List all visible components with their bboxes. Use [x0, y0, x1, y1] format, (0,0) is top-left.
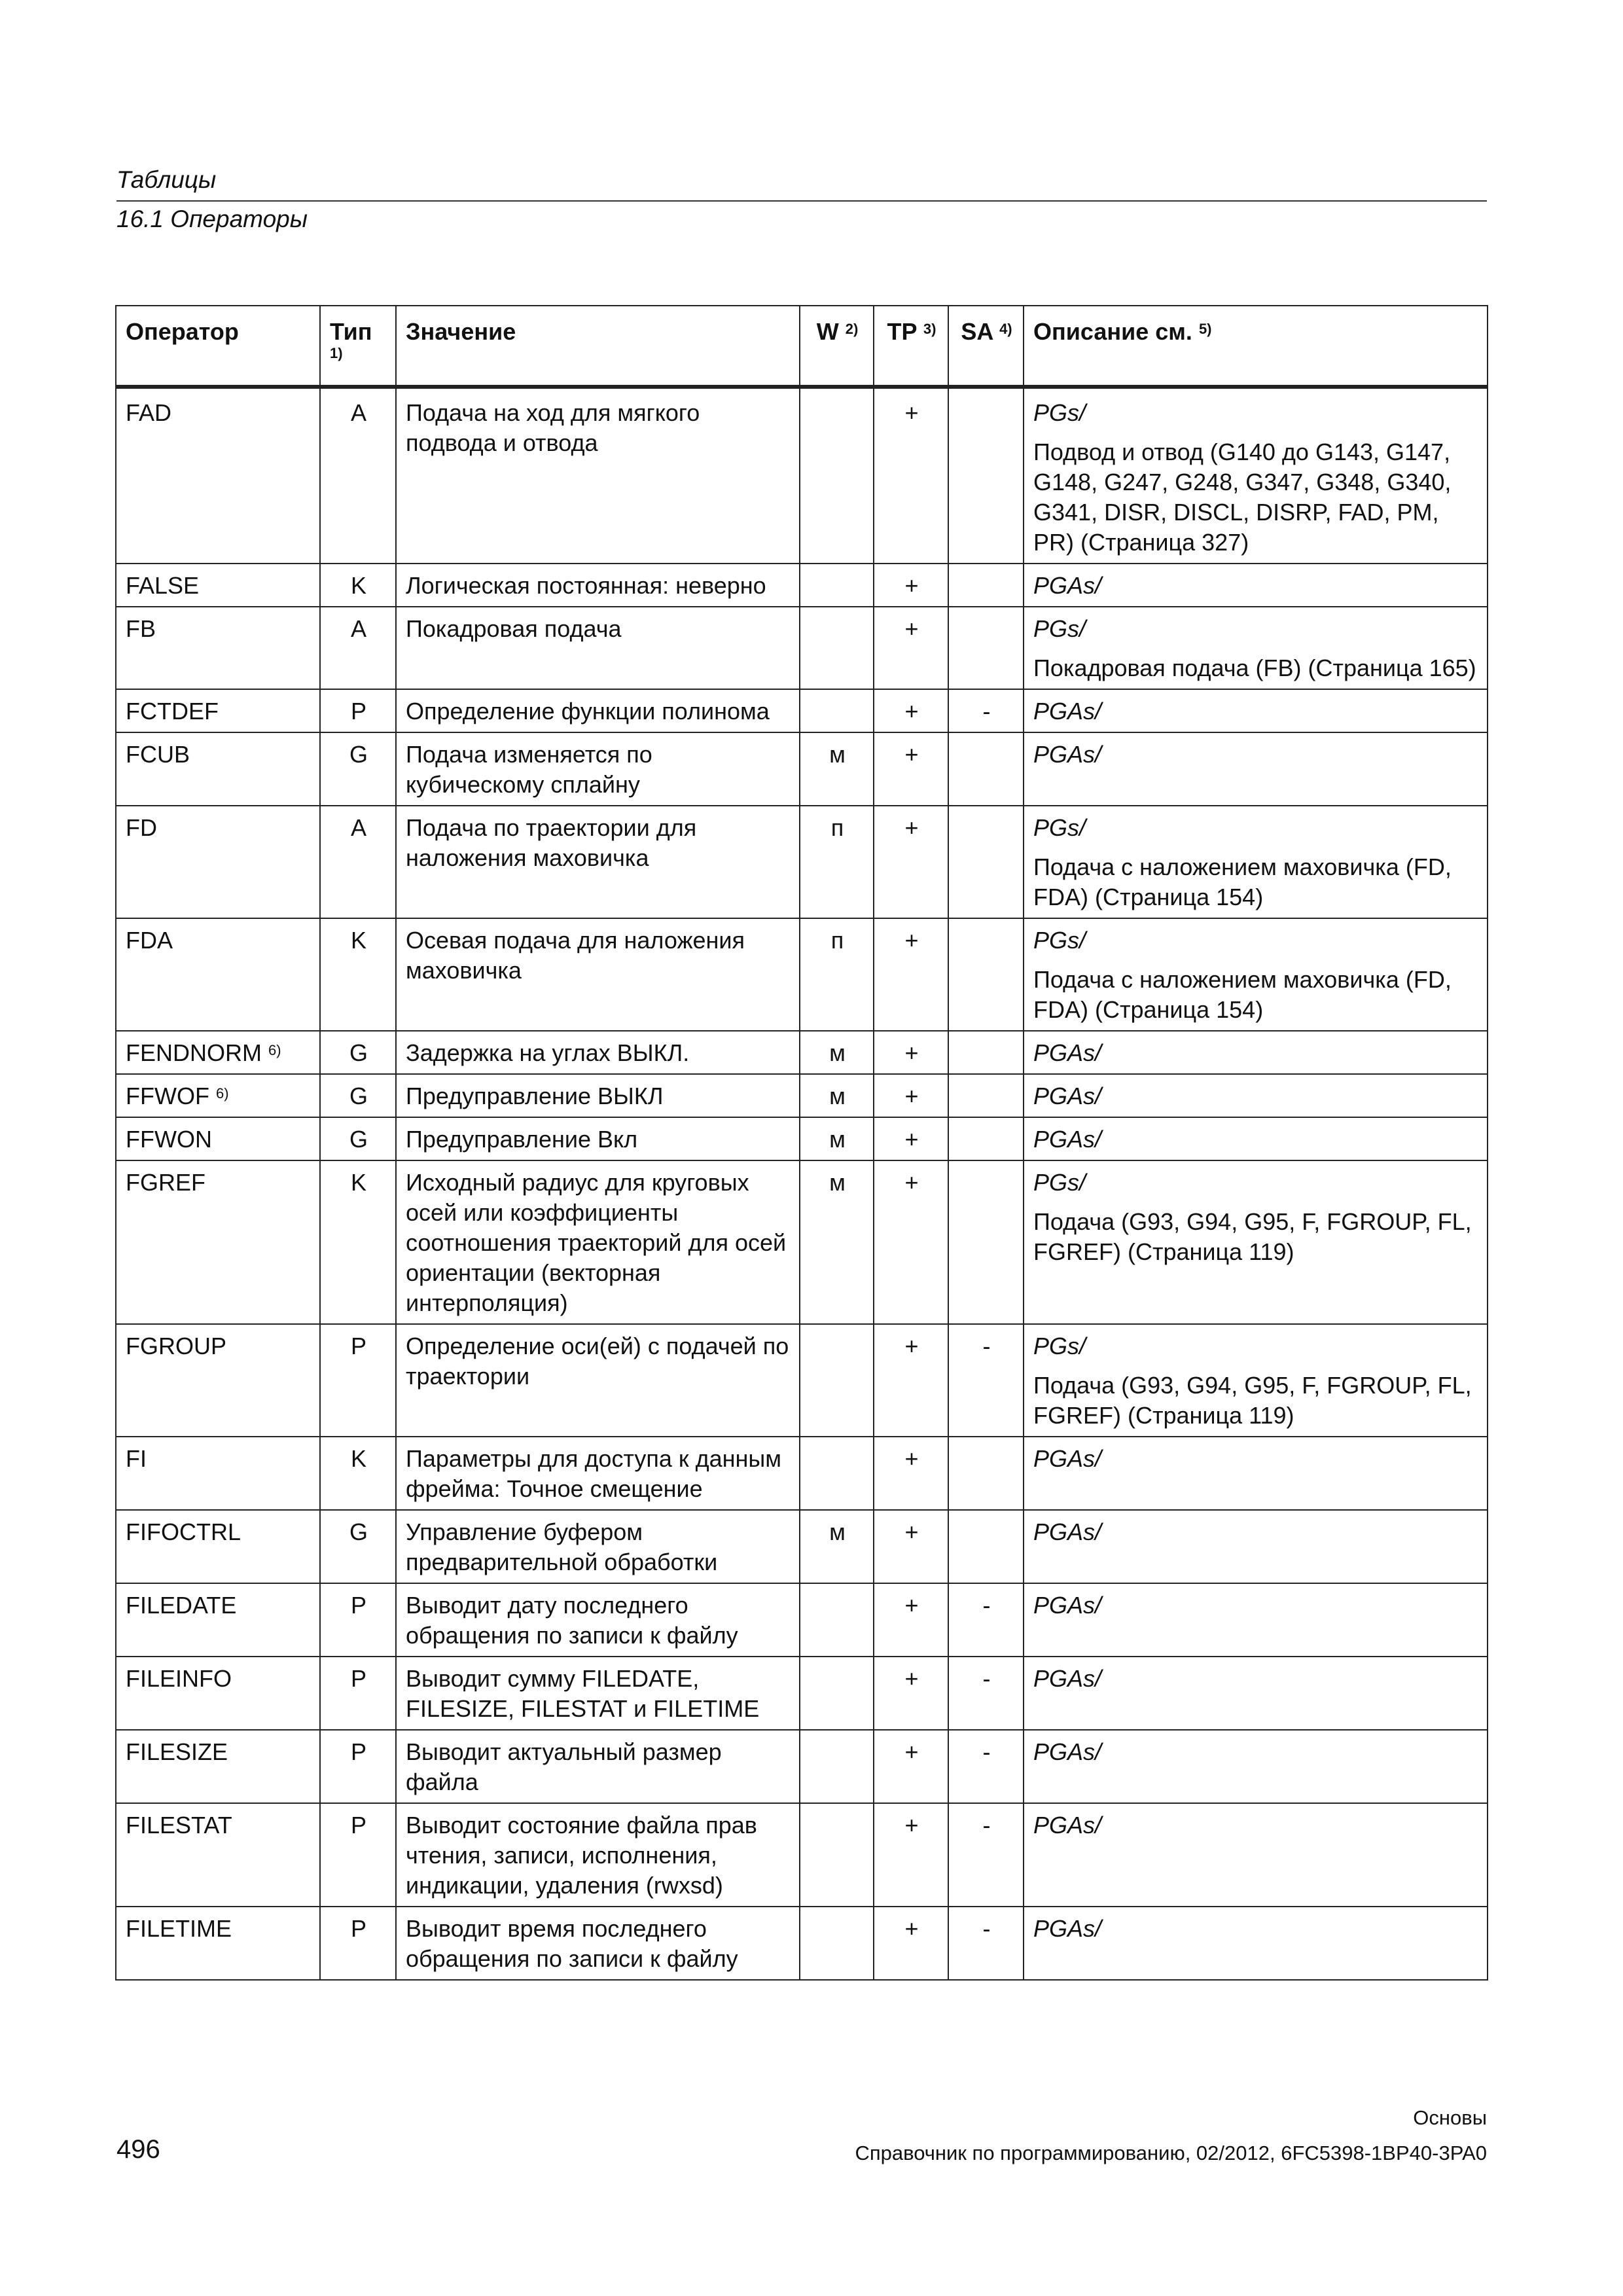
footnote-marker: 6): [268, 1042, 281, 1058]
cell-w: п: [800, 918, 874, 1031]
cell-description: [1024, 1324, 1488, 1437]
table-row: [116, 806, 1488, 918]
table-row: [116, 564, 1488, 607]
cell-operator: [116, 1657, 320, 1730]
cell-tp: +: [874, 1803, 948, 1907]
reference-link: PGAs/: [1033, 1738, 1102, 1765]
table-row: [116, 607, 1488, 689]
cell-sa: [948, 1510, 1024, 1583]
footer-reference: Справочник по программированию, 02/2012, 6FC5398-1BP40-3PA0: [855, 2142, 1487, 2164]
cell-operator: [116, 564, 320, 607]
reference-link: PGAs/: [1033, 1039, 1102, 1066]
cell-meaning: Управление буфером предварительной обработки: [396, 1510, 800, 1583]
cell-type: K: [320, 918, 396, 1031]
cell-sa: -: [948, 1583, 1024, 1657]
cell-description: [1024, 1031, 1488, 1074]
operator-name: FGROUP: [126, 1333, 227, 1359]
cell-operator: [116, 1510, 320, 1583]
cell-operator: [116, 1583, 320, 1657]
cell-meaning: Предуправление Вкл: [396, 1117, 800, 1160]
cell-operator: [116, 918, 320, 1031]
cell-description: [1024, 806, 1488, 918]
cell-type: G: [320, 1074, 396, 1117]
cell-description: [1024, 1117, 1488, 1160]
cell-tp: +: [874, 1657, 948, 1730]
cell-meaning: Выводит состояние файла прав чтения, записи, исполнения, индикации, удаления (rwxsd): [396, 1803, 800, 1907]
cell-w: [800, 1657, 874, 1730]
operator-name: FB: [126, 615, 156, 642]
cell-operator: [116, 607, 320, 689]
cell-meaning: Осевая подача для наложения маховичка: [396, 918, 800, 1031]
cell-tp: +: [874, 1074, 948, 1117]
cell-meaning: Подача на ход для мягкого подвода и отвода: [396, 387, 800, 564]
cell-w: [800, 1583, 874, 1657]
cell-tp: +: [874, 1160, 948, 1324]
cell-description: [1024, 1160, 1488, 1324]
cell-description: [1024, 732, 1488, 806]
cell-w: [800, 1803, 874, 1907]
cell-meaning: Предуправление ВЫКЛ: [396, 1074, 800, 1117]
cell-operator: [116, 806, 320, 918]
cell-description: [1024, 1437, 1488, 1510]
cell-description: [1024, 1803, 1488, 1907]
cell-tp: +: [874, 1117, 948, 1160]
table-row: [116, 1074, 1488, 1117]
cell-operator: [116, 1437, 320, 1510]
description-text: Подача (G93, G94, G95, F, FGROUP, FL, FGREF) (Страница 119): [1033, 1372, 1472, 1429]
table-row: [116, 1510, 1488, 1583]
cell-operator: [116, 1324, 320, 1437]
cell-type: A: [320, 806, 396, 918]
cell-meaning: Покадровая подача: [396, 607, 800, 689]
cell-sa: -: [948, 1324, 1024, 1437]
cell-type: P: [320, 1583, 396, 1657]
cell-sa: [948, 1031, 1024, 1074]
reference-link: PGs/: [1033, 615, 1086, 642]
reference-link: PGAs/: [1033, 698, 1102, 725]
operator-name: FALSE: [126, 572, 200, 599]
cell-w: [800, 1437, 874, 1510]
cell-description: [1024, 1730, 1488, 1803]
table-row: [116, 1657, 1488, 1730]
cell-w: м: [800, 732, 874, 806]
cell-operator: [116, 1730, 320, 1803]
cell-meaning: Определение функции полинома: [396, 689, 800, 732]
cell-sa: [948, 1117, 1024, 1160]
cell-tp: +: [874, 806, 948, 918]
cell-tp: +: [874, 1730, 948, 1803]
cell-type: P: [320, 1324, 396, 1437]
operator-name: FENDNORM: [126, 1039, 262, 1066]
column-header-type: Тип 1): [320, 306, 396, 387]
reference-link: PGs/: [1033, 927, 1086, 954]
cell-type: G: [320, 732, 396, 806]
table-row: [116, 1117, 1488, 1160]
cell-sa: -: [948, 689, 1024, 732]
cell-w: м: [800, 1510, 874, 1583]
cell-operator: [116, 387, 320, 564]
cell-sa: [948, 1074, 1024, 1117]
cell-description: [1024, 689, 1488, 732]
cell-tp: +: [874, 387, 948, 564]
cell-meaning: Подача по траектории для наложения маховичка: [396, 806, 800, 918]
reference-link: PGs/: [1033, 399, 1086, 426]
cell-type: K: [320, 564, 396, 607]
operator-name: FIFOCTRL: [126, 1518, 241, 1545]
operator-name: FAD: [126, 399, 172, 426]
cell-meaning: Логическая постоянная: неверно: [396, 564, 800, 607]
reference-link: PGAs/: [1033, 1665, 1102, 1692]
table-row: [116, 689, 1488, 732]
cell-sa: [948, 387, 1024, 564]
column-header-sa: SA $^{4)}$: [948, 306, 1024, 387]
cell-meaning: Параметры для доступа к данным фрейма: Точное смещение: [396, 1437, 800, 1510]
cell-sa: [948, 1160, 1024, 1324]
table-row: [116, 1803, 1488, 1907]
description-text: Подача с наложением маховичка (FD, FDA) (Страница 154): [1033, 853, 1452, 910]
table-row: [116, 1160, 1488, 1324]
table-row: [116, 918, 1488, 1031]
cell-w: м: [800, 1074, 874, 1117]
operator-name: FDA: [126, 927, 173, 954]
cell-w: [800, 1907, 874, 1980]
cell-meaning: Определение оси(ей) с подачей по траектории: [396, 1324, 800, 1437]
reference-link: PGAs/: [1033, 1126, 1102, 1153]
cell-w: [800, 607, 874, 689]
cell-sa: -: [948, 1657, 1024, 1730]
cell-tp: +: [874, 564, 948, 607]
cell-tp: +: [874, 1437, 948, 1510]
table-row: [116, 387, 1488, 564]
cell-w: [800, 1730, 874, 1803]
cell-meaning: Выводит время последнего обращения по записи к файлу: [396, 1907, 800, 1980]
table-header-row: [116, 306, 1488, 387]
column-header-description: Описание см. $^{5)}$: [1024, 306, 1488, 387]
chapter-title: Таблицы: [116, 166, 217, 193]
cell-description: [1024, 1074, 1488, 1117]
cell-tp: +: [874, 1907, 948, 1980]
cell-sa: [948, 918, 1024, 1031]
footer-label: Основы: [1413, 2106, 1487, 2129]
reference-link: PGAs/: [1033, 1812, 1102, 1839]
cell-tp: +: [874, 689, 948, 732]
section-title: 16.1 Операторы: [116, 206, 308, 232]
cell-w: [800, 387, 874, 564]
cell-w: [800, 689, 874, 732]
table-row: [116, 1907, 1488, 1980]
operator-name: FILESTAT: [126, 1812, 232, 1839]
cell-tp: +: [874, 918, 948, 1031]
table-row: [116, 1583, 1488, 1657]
cell-operator: [116, 1907, 320, 1980]
cell-type: P: [320, 689, 396, 732]
table-row: [116, 1031, 1488, 1074]
table-row: [116, 1730, 1488, 1803]
reference-link: PGAs/: [1033, 1592, 1102, 1619]
cell-type: P: [320, 1803, 396, 1907]
cell-operator: [116, 732, 320, 806]
column-header-operator: Оператор: [116, 306, 320, 387]
reference-link: PGAs/: [1033, 1445, 1102, 1472]
cell-type: A: [320, 387, 396, 564]
cell-sa: -: [948, 1730, 1024, 1803]
cell-type: G: [320, 1510, 396, 1583]
cell-operator: [116, 1803, 320, 1907]
reference-link: PGAs/: [1033, 572, 1102, 599]
description-text: Подвод и отвод (G140 до G143, G147, G148, G247, G248, G347, G348, G340, G341, DISR, DISCL, DISRP, FAD, PM, PR) (Страница 327): [1033, 439, 1452, 556]
cell-w: [800, 564, 874, 607]
cell-tp: +: [874, 732, 948, 806]
operator-name: FILESIZE: [126, 1738, 228, 1765]
cell-type: K: [320, 1160, 396, 1324]
table-row: [116, 1324, 1488, 1437]
cell-sa: [948, 1437, 1024, 1510]
header-divider: [116, 200, 1487, 202]
cell-sa: [948, 732, 1024, 806]
reference-link: PGs/: [1033, 1169, 1086, 1196]
cell-description: [1024, 607, 1488, 689]
cell-sa: [948, 806, 1024, 918]
cell-w: м: [800, 1160, 874, 1324]
cell-sa: -: [948, 1907, 1024, 1980]
cell-meaning: Выводит дату последнего обращения по записи к файлу: [396, 1583, 800, 1657]
column-header-w: W $^{2)}$: [800, 306, 874, 387]
cell-meaning: Выводит актуальный размер файла: [396, 1730, 800, 1803]
cell-operator: [116, 1160, 320, 1324]
operator-name: FGREF: [126, 1169, 205, 1196]
reference-link: PGAs/: [1033, 1518, 1102, 1545]
cell-description: [1024, 918, 1488, 1031]
cell-description: [1024, 1510, 1488, 1583]
cell-w: [800, 1324, 874, 1437]
cell-type: P: [320, 1907, 396, 1980]
cell-meaning: Исходный радиус для круговых осей или коэффициенты соотношения траекторий для осей ориентации (векторная интерполяция): [396, 1160, 800, 1324]
cell-type: A: [320, 607, 396, 689]
cell-type: K: [320, 1437, 396, 1510]
cell-operator: [116, 1031, 320, 1074]
column-header-tp: TP $^{3)}$: [874, 306, 948, 387]
cell-meaning: Задержка на углах ВЫКЛ.: [396, 1031, 800, 1074]
reference-link: PGAs/: [1033, 741, 1102, 768]
page-number: 496: [116, 2135, 160, 2164]
operator-name: FCTDEF: [126, 698, 219, 725]
cell-w: п: [800, 806, 874, 918]
cell-type: P: [320, 1730, 396, 1803]
column-header-meaning: Значение: [396, 306, 800, 387]
cell-tp: +: [874, 1510, 948, 1583]
footnote-marker: 6): [215, 1085, 229, 1102]
operator-name: FILEDATE: [126, 1592, 237, 1619]
cell-description: [1024, 1583, 1488, 1657]
operators-table: [115, 305, 1488, 1981]
operator-name: FI: [126, 1445, 147, 1472]
cell-tp: +: [874, 607, 948, 689]
cell-sa: [948, 564, 1024, 607]
cell-w: м: [800, 1031, 874, 1074]
operator-name: FILEINFO: [126, 1665, 232, 1692]
operator-name: FFWOF: [126, 1083, 209, 1109]
cell-description: [1024, 1907, 1488, 1980]
cell-description: [1024, 1657, 1488, 1730]
reference-link: PGAs/: [1033, 1083, 1102, 1109]
description-text: Подача (G93, G94, G95, F, FGROUP, FL, FGREF) (Страница 119): [1033, 1208, 1472, 1265]
description-text: Покадровая подача (FB) (Страница 165): [1033, 655, 1476, 681]
reference-link: PGs/: [1033, 814, 1086, 841]
cell-operator: [116, 689, 320, 732]
cell-description: [1024, 387, 1488, 564]
reference-link: PGAs/: [1033, 1915, 1102, 1942]
cell-sa: [948, 607, 1024, 689]
operator-name: FD: [126, 814, 157, 841]
cell-sa: -: [948, 1803, 1024, 1907]
reference-link: PGs/: [1033, 1333, 1086, 1359]
cell-type: P: [320, 1657, 396, 1730]
cell-meaning: Выводит сумму FILEDATE, FILESIZE, FILESTAT и FILETIME: [396, 1657, 800, 1730]
description-text: Подача с наложением маховичка (FD, FDA) (Страница 154): [1033, 966, 1452, 1023]
cell-type: G: [320, 1117, 396, 1160]
operator-name: FCUB: [126, 741, 190, 768]
cell-description: [1024, 564, 1488, 607]
cell-operator: [116, 1117, 320, 1160]
cell-type: G: [320, 1031, 396, 1074]
table-row: [116, 732, 1488, 806]
cell-tp: +: [874, 1324, 948, 1437]
operator-name: FILETIME: [126, 1915, 232, 1942]
cell-tp: +: [874, 1583, 948, 1657]
cell-meaning: Подача изменяется по кубическому сплайну: [396, 732, 800, 806]
cell-operator: [116, 1074, 320, 1117]
operator-name: FFWON: [126, 1126, 212, 1153]
table-row: [116, 1437, 1488, 1510]
page-header: [116, 165, 1487, 234]
cell-tp: +: [874, 1031, 948, 1074]
cell-w: м: [800, 1117, 874, 1160]
